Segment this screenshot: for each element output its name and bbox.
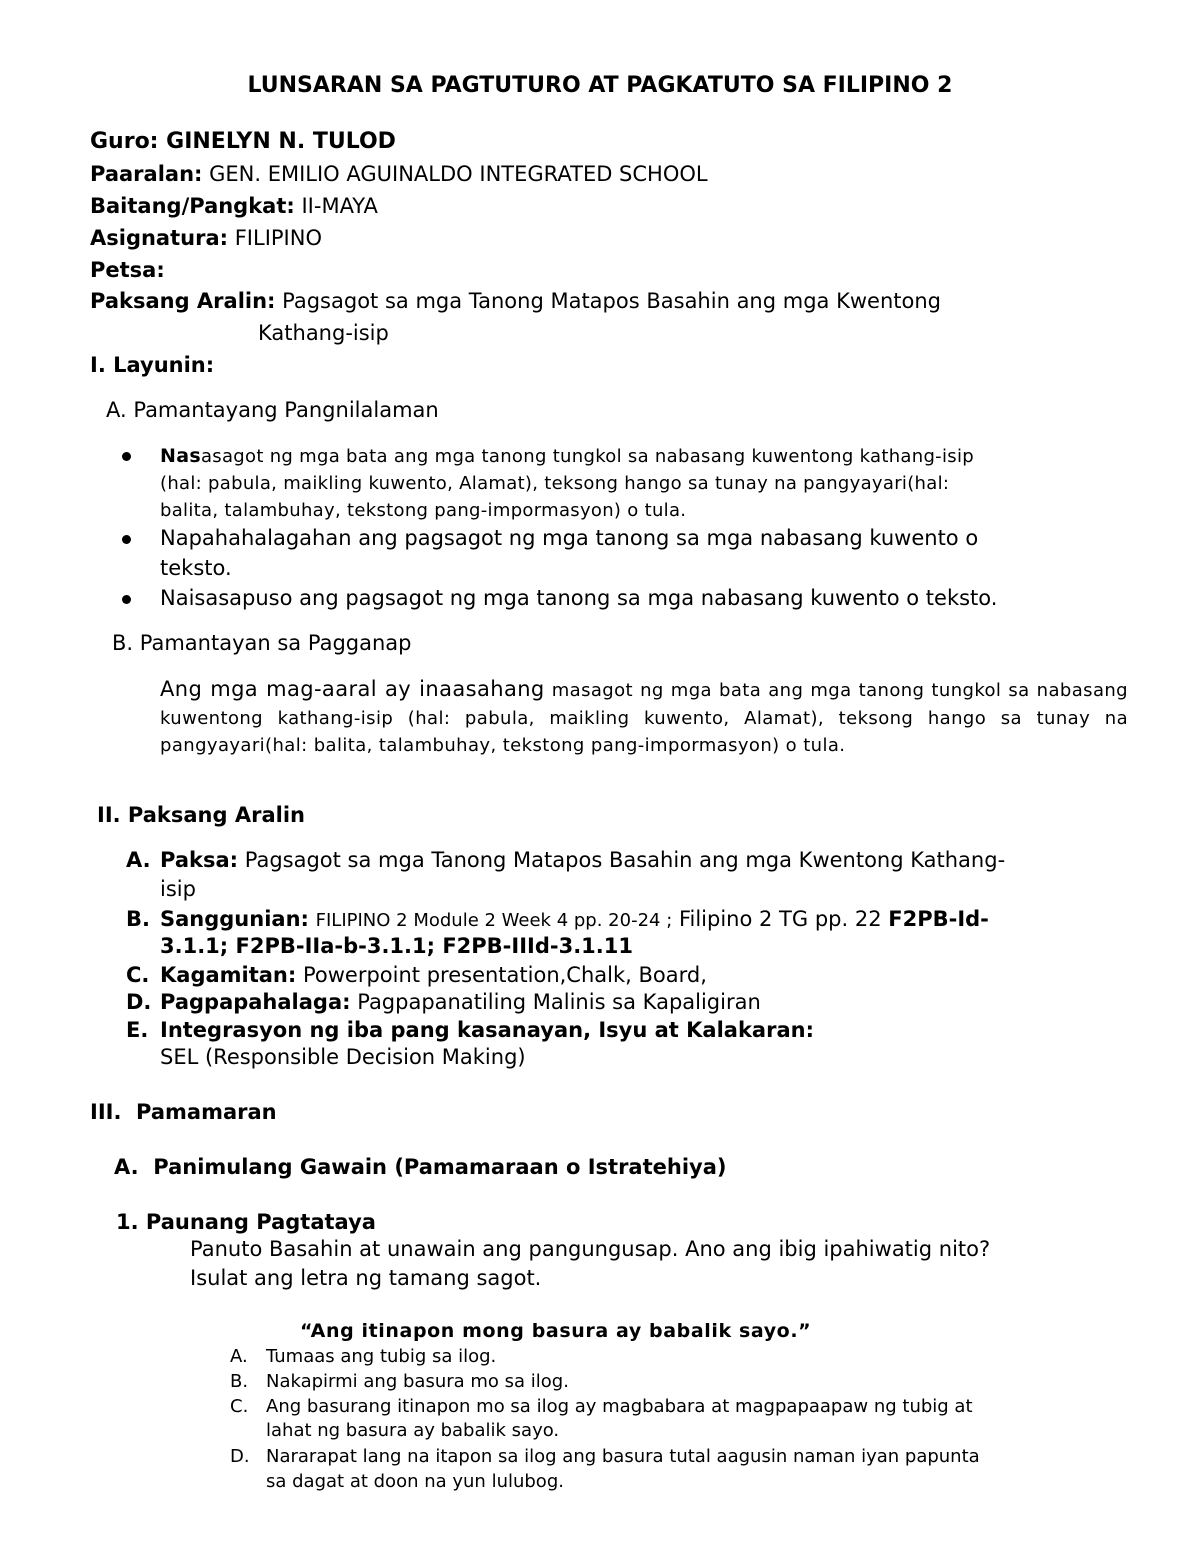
panuto-line1: Panuto Basahin at unawain ang pangungusap. Ano ang ibig ipahiwatig nito? (190, 1237, 991, 1261)
item-b-line1 (160, 907, 989, 931)
paaralan-label: Paaralan: (90, 162, 203, 186)
item-a-letter: A. (126, 848, 151, 872)
pagganap-lead: Ang mga mag-aaral ay inaasahang (160, 677, 545, 701)
pamantayang-pangnilalaman-heading: A. Pamantayang Pangnilalaman (106, 398, 439, 422)
panimulang-gawain-heading: A. Panimulang Gawain (Pamamaraan o Istratehiya) (114, 1155, 727, 1179)
bullet-icon (122, 452, 131, 461)
choice-c-line2: lahat ng basura ay babalik sayo. (266, 1420, 560, 1441)
bullet1-bold: Nas (160, 445, 201, 467)
item-b-letter: B. (126, 907, 150, 931)
choice-a-text: Tumaas ang tubig sa ilog. (266, 1346, 497, 1367)
pagpapahalaga-label: Pagpapahalaga: (160, 990, 351, 1014)
paksa-label: Paksang Aralin: (90, 289, 276, 313)
document-title: LUNSARAN SA PAGTUTURO AT PAGKATUTO SA FILIPINO 2 (247, 73, 953, 98)
asignatura-value: FILIPINO (234, 226, 322, 250)
choice-b-text: Nakapirmi ang basura mo sa ilog. (266, 1371, 569, 1392)
bullet1-line3: balita, talambuhay, tekstong pang-impormasyon) o tula. (160, 500, 687, 521)
paksa-item-value: Pagsagot sa mga Tanong Matapos Basahin ang mga Kwentong Kathang- (244, 848, 1006, 872)
choice-a-letter: A. (230, 1346, 248, 1367)
bullet1-line2: (hal: pabula, maikling kuwento, Alamat), teksong hango sa tunay na pangyayari(hal: (160, 473, 950, 494)
panuto-line2: Isulat ang letra ng tamang sagot. (190, 1266, 542, 1290)
item-e-letter: E. (126, 1018, 149, 1042)
choice-d-letter: D. (230, 1446, 250, 1467)
kagamitan-value: Powerpoint presentation,Chalk, Board, (302, 963, 707, 987)
baitang-value: II-MAYA (301, 194, 378, 218)
bullet1-line1 (160, 445, 974, 467)
sanggunian-label: Sanggunian: (160, 907, 309, 931)
paaralan-value: GEN. EMILIO AGUINALDO INTEGRATED SCHOOL (209, 162, 708, 186)
item-a-line1 (160, 848, 1005, 872)
petsa-label: Petsa: (90, 258, 165, 282)
layunin-heading: I. Layunin: (90, 353, 215, 377)
pamantayan-sa-pagganap-heading: B. Pamantayan sa Pagganap (112, 631, 412, 655)
paunang-pagtataya-heading: 1. Paunang Pagtataya (116, 1210, 376, 1234)
item-b-line2: 3.1.1; F2PB-IIa-b-3.1.1; F2PB-IIId-3.1.11 (160, 934, 633, 958)
sanggunian-code: F2PB-Id- (888, 907, 989, 931)
baitang-label: Baitang/Pangkat: (90, 194, 295, 218)
item-d-line (160, 990, 761, 1014)
bullet1-text: asagot ng mga bata ang mga tanong tungkol sa nabasang kuwentong kathang-isip (200, 446, 974, 467)
item-a-line2: isip (160, 877, 196, 901)
bullet-icon (122, 595, 131, 604)
item-c-letter: C. (126, 963, 150, 987)
bullet3-text: Naisasapuso ang pagsagot ng mga tanong sa mga nabasang kuwento o teksto. (160, 586, 998, 610)
item-e-label: Integrasyon ng iba pang kasanayan, Isyu at Kalakaran: (160, 1018, 814, 1042)
choice-d-line2: sa dagat at doon na yun lulubog. (266, 1471, 564, 1492)
paksang-aralin-heading: II. Paksang Aralin (97, 803, 305, 827)
choice-c-line1: Ang basurang itinapon mo sa ilog ay magbabara at magpapaapaw ng tubig at (266, 1396, 973, 1417)
baitang-line (90, 194, 378, 218)
paaralan-line (90, 162, 708, 186)
guro-line: Guro: GINELYN N. TULOD (90, 129, 396, 154)
pagganap-body: masagot ng mga bata ang mga tanong tungkol sa nabasang kuwentong kathang-isip (hal: pabula, maikling kuwento, Alamat), teksong hango sa tunay na pangyayari(hal: balita, talambuhay, tekstong pang-impormasyon) o tula. (160, 680, 1129, 756)
bullet2-line1: Napahahalagahan ang pagsagot ng mga tanong sa mga nabasang kuwento o (160, 526, 979, 550)
paksa-value: Pagsagot sa mga Tanong Matapos Basahin ang mga Kwentong (282, 289, 941, 313)
paksa-line (90, 289, 941, 313)
bullet2-line2: teksto. (160, 556, 232, 580)
item-d-letter: D. (126, 990, 152, 1014)
pamamaraan-heading: III. Pamamaran (90, 1100, 277, 1124)
sanggunian-module: FILIPINO 2 Module 2 Week 4 pp. 20-24 ; (315, 910, 673, 931)
kagamitan-label: Kagamitan: (160, 963, 297, 987)
paksa-item-label: Paksa: (160, 848, 239, 872)
asignatura-label: Asignatura: (90, 226, 229, 250)
quote: “Ang itinapon mong basura ay babalik sayo.” (300, 1320, 812, 1342)
bullet-icon (122, 535, 131, 544)
choice-b-letter: B. (230, 1371, 249, 1392)
choice-d-line1: Nararapat lang na itapon sa ilog ang basura tutal aagusin naman iyan papunta (266, 1446, 980, 1467)
sanggunian-tg: Filipino 2 TG pp. 22 (678, 907, 882, 931)
item-c-line (160, 963, 707, 987)
choice-c-letter: C. (230, 1396, 249, 1417)
pagganap-paragraph (160, 676, 1128, 760)
paksa-value-cont: Kathang-isip (258, 321, 389, 345)
asignatura-line (90, 226, 322, 250)
pagpapahalaga-value: Pagpapanatiling Malinis sa Kapaligiran (357, 990, 761, 1014)
item-e-value: SEL (Responsible Decision Making) (160, 1045, 526, 1069)
